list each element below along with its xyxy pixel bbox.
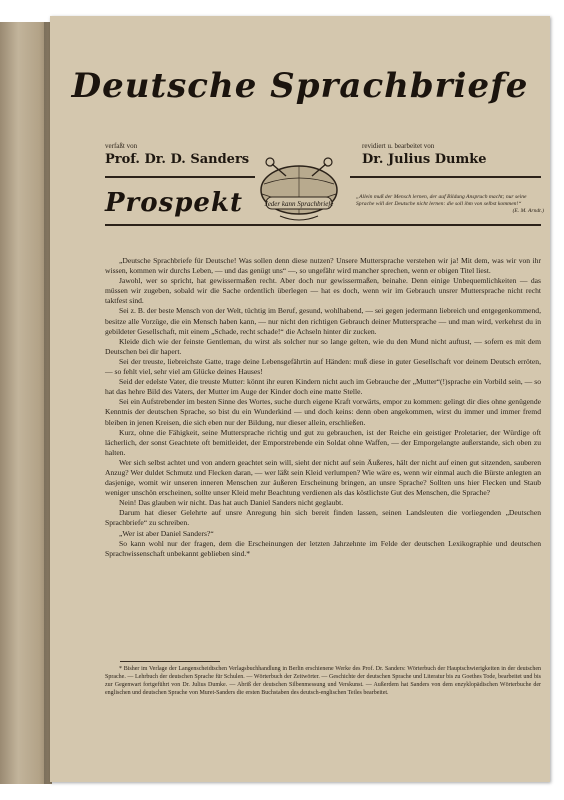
- paragraph: Sei der treuste, liebreichste Gatte, trage deine Lebensgefährtin auf Händen: muß diese in guter Gesellschaft vor deinem Deutsch erröten, — so fehlt viel, sehr viel am Glücke deines Hauses!: [105, 356, 541, 377]
- paragraph: Kleide dich wie der feinste Gentleman, du wirst als solcher nur so lange gelten, wie du den Mund nicht auftust, — sofern es mit dem Deutschen bei dir hapert.: [105, 336, 541, 356]
- footnote: [105, 666, 541, 698]
- book-page: [50, 16, 550, 782]
- paragraph: So kann wohl nur der fragen, dem die Erscheinungen der letzten Jahrzehnte im Felde der deutschen Lexikographie und deutschen Sprachwissenschaft unbekannt geblieben sind.*: [105, 538, 541, 558]
- author-dumke: Dr. Julius Dumke: [362, 152, 487, 167]
- prospekt-heading: Prospekt: [105, 188, 243, 218]
- paragraph: „Deutsche Sprachbriefe für Deutsche! Was sollen denn diese nutzen? Unsere Muttersprache verstehen wir ja! Mit dem, was wir von ihr wissen, kommen wir durchs Leben, — und das genügt uns“ —, so ungefähr wird mancher sprechen, wenn er obigen Titel liest.: [105, 256, 541, 276]
- footnote-separator: [120, 661, 220, 662]
- quote-attribution: (E. M. Arndt.): [512, 208, 544, 215]
- top-rule-right: [350, 176, 541, 178]
- quote-text: „Allein muß der Mensch lernen, der auf Bildung Anspruch macht; nur seine Sprache will der Deutsche nicht lernen: die soll ihm von selbst kommen!“: [356, 194, 527, 208]
- author-sanders: Prof. Dr. D. Sanders: [105, 152, 250, 167]
- paragraph: Jawohl, wer so spricht, hat gewissermaßen recht. Aber doch nur gewissermaßen, beinahe. Denn einige Unbequemlichkeiten — das müssen wir zugeben, sobald wir die Sache ordentlich überlegen — hat es doch, wenn wir im Gebrauch unsrer Muttersprache nicht recht taktfest sind.: [105, 276, 541, 306]
- body-text: [105, 256, 541, 559]
- right-label: revidiert u. bearbeitet von: [362, 142, 435, 150]
- paragraph: Wer sich selbst achtet und von andern geachtet sein will, sieht der nicht auf sein Äußeres, hält der nicht auf einen gut sitzenden, sauberen Anzug? Wer duldet Schmutz und Flecken daran, — wer läßt sein Kleid verlumpen? Wie wäre es, wenn wir einmal auch die Bürste anlegten an dasjenige, womit wir unseren inneren Menschen zur äußeren Erscheinung bringen, an unsre Sprache? Sollten uns hier Flecken und Staub weniger unschön erscheinen, sollte unser Kleid mehr Beachtung verdienen als das köstlichste Gut des Menschen, die Sprache?: [105, 457, 541, 498]
- paragraph: Nein! Das glauben wir nicht. Das hat auch Daniel Sanders nicht geglaubt.: [119, 498, 344, 508]
- globe-emblem-icon: [250, 150, 348, 226]
- paragraph: Seid der edelste Vater, die treuste Mutter: könnt ihr euren Kindern nicht auch im Gebrauche der „Mutter“(!)sprache ein Vorbild sein, — so hat das hehre Bild des Vaters, der Mutter im Auge der Kinder doch eine matte Stelle.: [105, 377, 541, 397]
- footnote-text: * Bisher im Verlage der Langenscheidtschen Verlagsbuchhandlung in Berlin erschienene Werke des Prof. Dr. Sanders: Wörterbuch der Hauptschwierigkeiten in der deutschen Sprache. — Lehrbuch der deutschen Sprache für Schulen. — Wörterbuch der Zeitwörter. — Geschichte der deutschen Sprache und Literatur bis zu Goethes Tode, bearbeitet und bis zur Gegenwart fortgeführt von Dr. Julius Dumke. — Abriß der deutschen Silbenmessung und Verskunst. — Außerdem hat Sanders von dem enzyklopädischen Wörterbuche der englischen und deutschen Sprache von Muret-Sanders die ersten Buchstaben des deutsch-englischen Teiles bearbeitet.: [105, 666, 541, 696]
- arndt-quote: [356, 194, 544, 216]
- paragraph: Sei ein Aufstrebender im besten Sinne des Wortes, suche durch eigene Kraft vorwärts, empor zu kommen: gelingt dir dies ohne genügende Kenntnis der deutschen Sprache, so bist du ein Wunderkind — und doch keins: denn oben angekommen, wirst du immer und immer fremd bleiben in jenen Kreisen, die sich eben nur der Bildung, nur dieser allein, erschließen.: [105, 397, 541, 427]
- top-rule-left: [105, 176, 255, 178]
- bottom-rule: [105, 224, 541, 226]
- paragraph: „Wer ist aber Daniel Sanders?“: [119, 528, 214, 538]
- paragraph: Darum hat dieser Gelehrte auf unsre Anregung hin sich bereit finden lassen, seinen Landsleuten die vorliegenden „Deutschen Sprachbriefe“ zu schreiben.: [105, 508, 541, 528]
- document-title: Deutsche Sprachbriefe: [71, 66, 529, 106]
- paragraph: Kurz, ohne die Fähigkeit, seine Muttersprache richtig und gut zu gebrauchen, ist der Reiche ein geistiger Proletarier, der Würdige oft lächerlich, der sonst Geachtete oft bemitleidet, der Emporstrebende ein Soldat ohne Waffen, — der Emporgelangte außerstande, sich oben zu halten.: [105, 427, 541, 457]
- emblem-banner-text: Jeder kann Sprachbriefe: [264, 200, 334, 208]
- paragraph: Sei z. B. der beste Mensch von der Welt, tüchtig im Beruf, gesund, wohlhabend, — sei gegen jedermann liebreich und entgegenkommend, besitze alle Vorzüge, die ein Mensch haben kann, — nur nicht den richtigen Gebrauch deiner Muttersprache — und man wird, verkehrst du in gebildeter Gesellschaft, mit einem „Schade, recht schade!“ die Achseln hinter dir zucken.: [105, 306, 541, 336]
- left-label: verfaßt von: [105, 142, 138, 150]
